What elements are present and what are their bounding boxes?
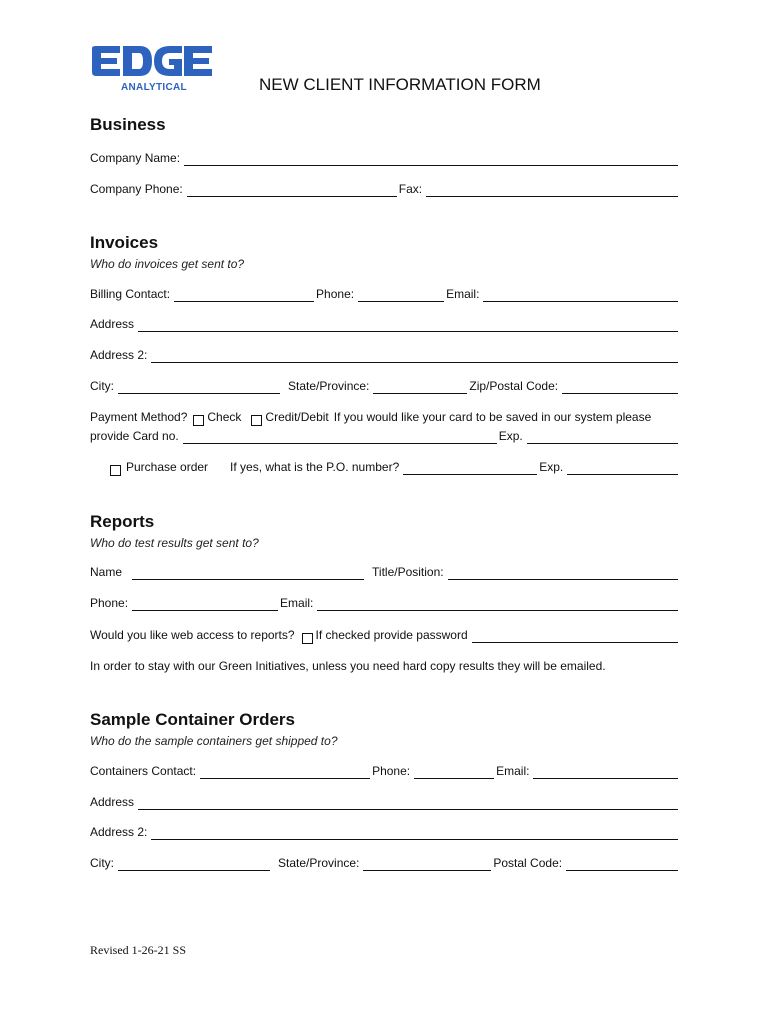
po-number-label: If yes, what is the P.O. number? bbox=[230, 460, 400, 474]
containers-postal-field[interactable] bbox=[566, 859, 678, 871]
section-heading-business: Business bbox=[90, 115, 166, 134]
fax-field[interactable] bbox=[426, 185, 678, 197]
password-field[interactable] bbox=[472, 631, 678, 643]
containers-address-label: Address bbox=[90, 795, 135, 809]
payment-method-label: Payment Method? bbox=[90, 410, 188, 424]
card-exp-field[interactable] bbox=[527, 432, 678, 444]
edge-analytical-logo bbox=[90, 44, 214, 94]
containers-email-label: Email: bbox=[496, 764, 530, 778]
invoices-subheading: Who do invoices get sent to? bbox=[90, 257, 245, 271]
billing-address-label: Address bbox=[90, 317, 135, 331]
company-phone-row bbox=[90, 181, 680, 197]
password-label: If checked provide password bbox=[315, 628, 468, 642]
containers-state-field[interactable] bbox=[363, 859, 491, 871]
card-save-note: If you would like your card to be saved in our system please bbox=[333, 410, 652, 424]
fax-label: Fax: bbox=[398, 182, 423, 196]
purchase-order-label: Purchase order bbox=[126, 460, 209, 474]
company-name-row bbox=[90, 150, 680, 166]
company-name-label: Company Name: bbox=[90, 151, 181, 165]
purchase-order-row bbox=[90, 459, 680, 475]
report-email-field[interactable] bbox=[317, 599, 678, 611]
containers-contact-row bbox=[90, 763, 680, 779]
billing-state-field[interactable] bbox=[373, 382, 467, 394]
po-exp-field[interactable] bbox=[567, 463, 678, 475]
section-heading-invoices: Invoices bbox=[90, 233, 159, 252]
section-heading-reports: Reports bbox=[90, 512, 155, 531]
containers-phone-field[interactable] bbox=[414, 767, 494, 779]
billing-address-field[interactable] bbox=[138, 320, 678, 332]
containers-address-row bbox=[90, 794, 680, 810]
card-number-field[interactable] bbox=[183, 432, 497, 444]
billing-phone-label: Phone: bbox=[316, 287, 355, 301]
containers-contact-label: Containers Contact: bbox=[90, 764, 197, 778]
revision-footer: Revised 1-26-21 SS bbox=[90, 943, 186, 957]
card-exp-label: Exp. bbox=[498, 429, 523, 443]
po-exp-label: Exp. bbox=[539, 460, 564, 474]
billing-address2-row bbox=[90, 347, 680, 363]
check-label: Check bbox=[207, 410, 242, 424]
billing-contact-field[interactable] bbox=[174, 290, 314, 302]
form-title: NEW CLIENT INFORMATION FORM bbox=[259, 75, 541, 94]
containers-address2-row bbox=[90, 824, 680, 840]
check-checkbox[interactable] bbox=[193, 415, 204, 426]
billing-email-field[interactable] bbox=[483, 290, 678, 302]
billing-email-label: Email: bbox=[446, 287, 480, 301]
billing-address-row bbox=[90, 316, 680, 332]
containers-phone-label: Phone: bbox=[372, 764, 411, 778]
company-phone-label: Company Phone: bbox=[90, 182, 183, 196]
title-position-field[interactable] bbox=[448, 568, 678, 580]
po-number-field[interactable] bbox=[403, 463, 537, 475]
web-access-row bbox=[90, 627, 680, 643]
billing-contact-label: Billing Contact: bbox=[90, 287, 171, 301]
containers-email-field[interactable] bbox=[533, 767, 678, 779]
green-initiative-note: In order to stay with our Green Initiatives, unless you need hard copy results they will be emailed. bbox=[90, 659, 606, 673]
billing-city-row bbox=[90, 378, 680, 394]
containers-subheading: Who do the sample containers get shipped to? bbox=[90, 734, 338, 748]
containers-address2-field[interactable] bbox=[151, 828, 678, 840]
web-access-label: Would you like web access to reports? bbox=[90, 628, 295, 642]
report-phone-label: Phone: bbox=[90, 596, 129, 610]
containers-city-field[interactable] bbox=[118, 859, 270, 871]
report-phone-field[interactable] bbox=[132, 599, 278, 611]
billing-address2-field[interactable] bbox=[151, 351, 678, 363]
containers-address2-label: Address 2: bbox=[90, 825, 148, 839]
report-name-label: Name bbox=[90, 565, 123, 579]
billing-state-label: State/Province: bbox=[288, 379, 370, 393]
billing-address2-label: Address 2: bbox=[90, 348, 148, 362]
credit-debit-checkbox[interactable] bbox=[251, 415, 262, 426]
containers-address-field[interactable] bbox=[138, 798, 678, 810]
billing-zip-field[interactable] bbox=[562, 382, 678, 394]
purchase-order-checkbox[interactable] bbox=[110, 465, 121, 476]
containers-postal-label: Postal Code: bbox=[493, 856, 563, 870]
credit-debit-label: Credit/Debit bbox=[265, 410, 329, 424]
title-position-label: Title/Position: bbox=[372, 565, 444, 579]
report-name-row bbox=[90, 564, 680, 580]
containers-city-label: City: bbox=[90, 856, 114, 870]
containers-state-label: State/Province: bbox=[278, 856, 360, 870]
billing-city-label: City: bbox=[90, 379, 114, 393]
web-access-checkbox[interactable] bbox=[302, 633, 313, 644]
edge-logo-mark bbox=[90, 44, 214, 78]
section-heading-container-orders: Sample Container Orders bbox=[90, 710, 296, 729]
billing-contact-row bbox=[90, 286, 680, 302]
company-phone-field[interactable] bbox=[187, 185, 397, 197]
billing-city-field[interactable] bbox=[118, 382, 280, 394]
billing-phone-field[interactable] bbox=[358, 290, 444, 302]
containers-contact-field[interactable] bbox=[200, 767, 370, 779]
reports-subheading: Who do test results get sent to? bbox=[90, 536, 259, 550]
report-name-field[interactable] bbox=[132, 568, 364, 580]
report-email-label: Email: bbox=[280, 596, 314, 610]
payment-method-row bbox=[90, 409, 680, 425]
logo-subtitle: ANALYTICAL bbox=[121, 82, 187, 93]
report-contact-row bbox=[90, 595, 680, 611]
card-number-label: provide Card no. bbox=[90, 429, 179, 443]
billing-zip-label: Zip/Postal Code: bbox=[469, 379, 559, 393]
company-name-field[interactable] bbox=[184, 154, 678, 166]
containers-city-row bbox=[90, 855, 680, 871]
card-number-row bbox=[90, 428, 680, 444]
